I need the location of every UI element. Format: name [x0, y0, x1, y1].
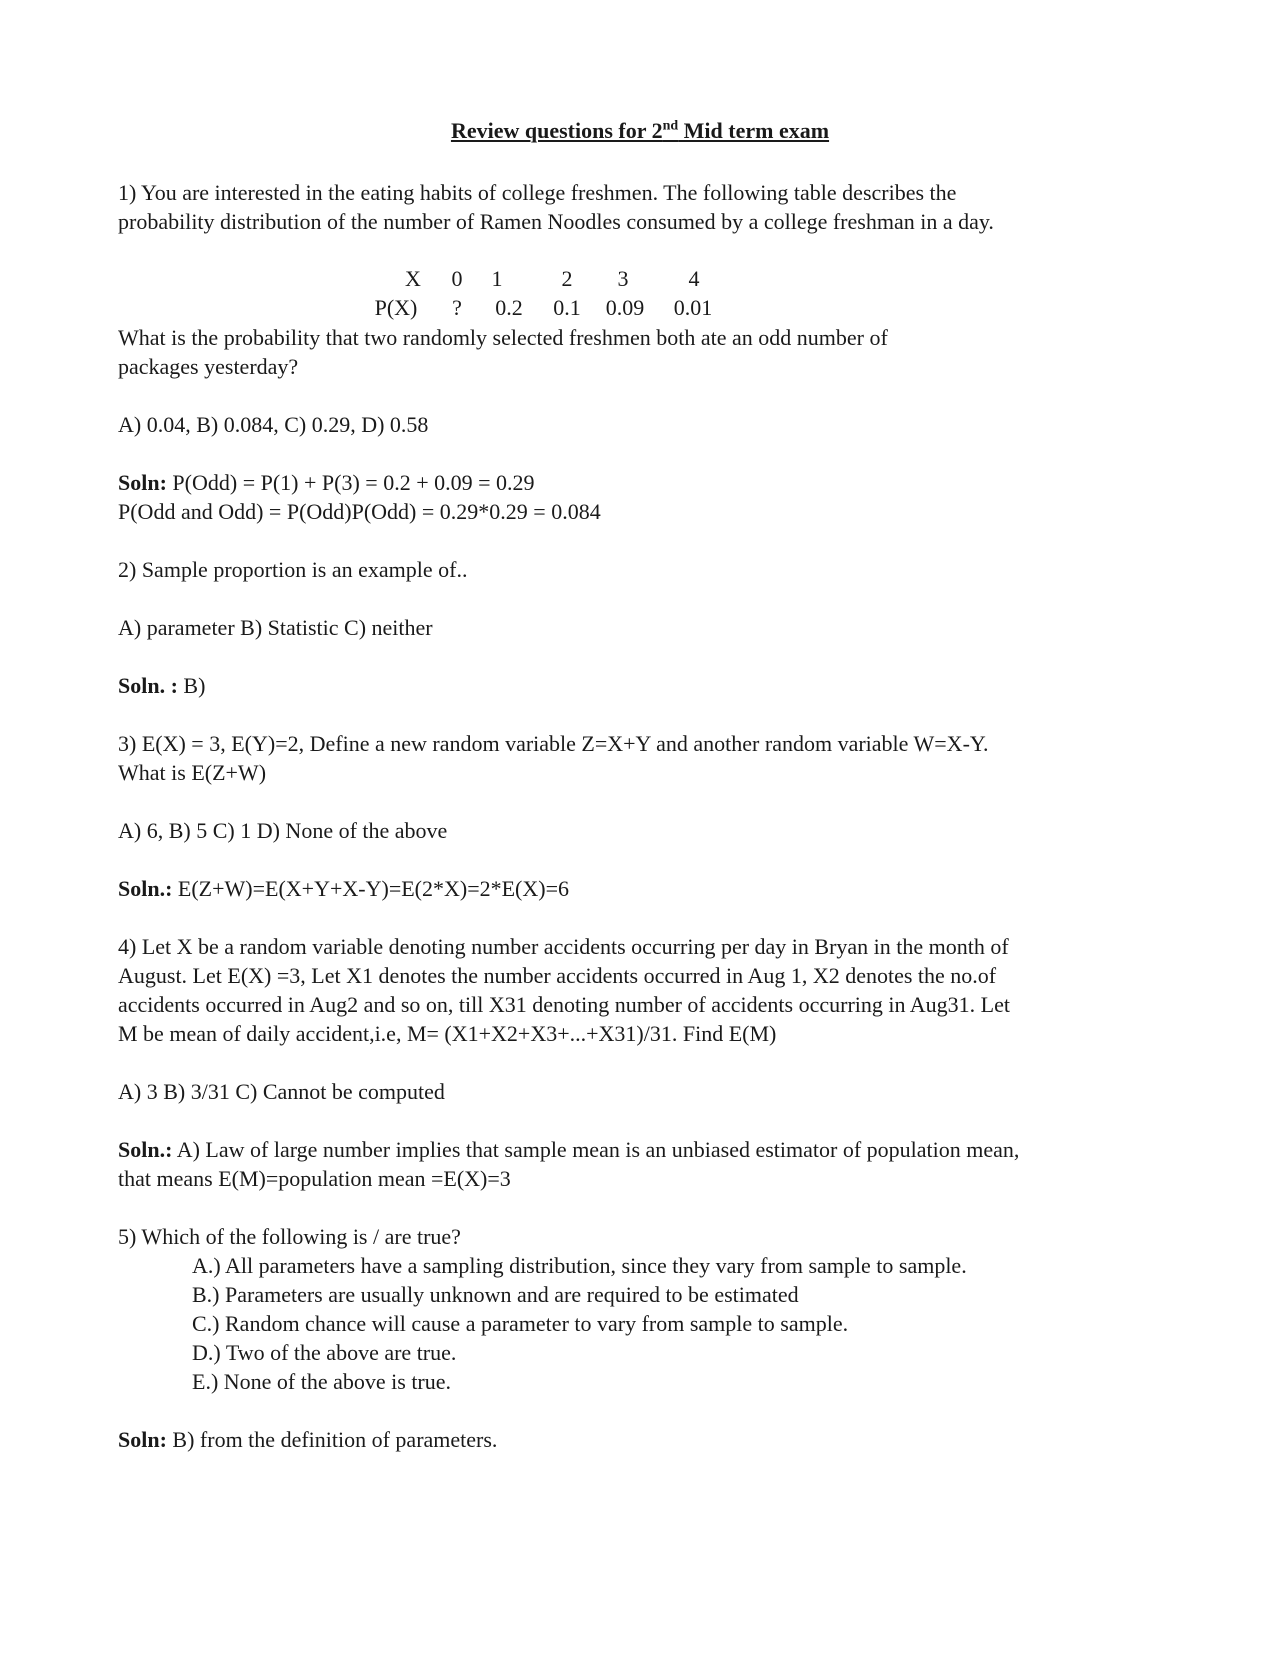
q5-option-a: A.) All parameters have a sampling distribution, since they vary from sample to sample. [192, 1253, 967, 1278]
q5-option-e: E.) None of the above is true. [192, 1369, 452, 1394]
q2-options: A) parameter B) Statistic C) neither [118, 615, 433, 640]
q1-text-line-1: 1) You are interested in the eating habits of college freshmen. The following table describes the [118, 180, 957, 205]
q1-question-line-1: What is the probability that two randomly selected freshmen both ate an odd number of [118, 325, 888, 350]
q1-text-line-2: probability distribution of the number of Ramen Noodles consumed by a college freshman in a day. [118, 209, 994, 234]
table-x-header: X [405, 266, 421, 291]
q1-question-line-2: packages yesterday? [118, 354, 299, 379]
q5-option-d: D.) Two of the above are true. [192, 1340, 457, 1365]
q2-question: 2) Sample proportion is an example of.. [118, 557, 468, 582]
table-x-value: 1 [491, 266, 503, 291]
soln-label: Soln: [118, 1427, 167, 1452]
q4-options: A) 3 B) 3/31 C) Cannot be computed [118, 1079, 445, 1104]
table-x-value: 2 [561, 266, 573, 291]
table-p-value: ? [452, 295, 462, 320]
soln-label: Soln.: [118, 1137, 173, 1162]
q4-text-line-2: August. Let E(X) =3, Let X1 denotes the number accidents occurred in Aug 1, X2 denotes the no.of [118, 963, 997, 988]
title-superscript: nd [662, 118, 679, 134]
table-x-value: 4 [688, 266, 700, 291]
table-x-value: 3 [617, 266, 629, 291]
table-p-value: 0.01 [673, 295, 713, 320]
q1-options: A) 0.04, B) 0.084, C) 0.29, D) 0.58 [118, 412, 429, 437]
table-p-value: 0.09 [605, 295, 645, 320]
soln-label: Soln: [118, 470, 167, 495]
q5-question: 5) Which of the following is / are true? [118, 1224, 461, 1249]
q2-solution: Soln. : B) [118, 673, 206, 698]
q3-text-line-1: 3) E(X) = 3, E(Y)=2, Define a new random variable Z=X+Y and another random variable W=X-Y. [118, 731, 989, 756]
q1-solution-line-1: Soln: P(Odd) = P(1) + P(3) = 0.2 + 0.09 = 0.29 [118, 470, 535, 495]
q1-solution-line-2: P(Odd and Odd) = P(Odd)P(Odd) = 0.29*0.29 = 0.084 [118, 499, 601, 524]
table-p-header: P(X) [374, 295, 418, 320]
soln-label: Soln. : [118, 673, 178, 698]
q4-text-line-1: 4) Let X be a random variable denoting number accidents occurring per day in Bryan in the month of [118, 934, 1009, 959]
q4-solution-line-2: that means E(M)=population mean =E(X)=3 [118, 1166, 511, 1191]
page-title: Review questions for 2nd Mid term exam [450, 118, 830, 143]
q3-solution: Soln.: E(Z+W)=E(X+Y+X-Y)=E(2*X)=2*E(X)=6 [118, 876, 569, 901]
q4-solution-line-1: Soln.: A) Law of large number implies that sample mean is an unbiased estimator of population mean, [118, 1137, 1020, 1162]
q5-solution: Soln: B) from the definition of parameters. [118, 1427, 498, 1452]
q4-text-line-4: M be mean of daily accident,i.e, M= (X1+X2+X3+...+X31)/31. Find E(M) [118, 1021, 777, 1046]
q4-text-line-3: accidents occurred in Aug2 and so on, till X31 denoting number of accidents occurring in Aug31. Let [118, 992, 1010, 1017]
table-p-value: 0.2 [495, 295, 523, 320]
soln-label: Soln.: [118, 876, 173, 901]
q5-option-c: C.) Random chance will cause a parameter to vary from sample to sample. [192, 1311, 849, 1336]
table-x-value: 0 [451, 266, 463, 291]
q3-options: A) 6, B) 5 C) 1 D) None of the above [118, 818, 448, 843]
q3-text-line-2: What is E(Z+W) [118, 760, 267, 785]
q5-option-b: B.) Parameters are usually unknown and are required to be estimated [192, 1282, 799, 1307]
table-p-value: 0.1 [553, 295, 581, 320]
